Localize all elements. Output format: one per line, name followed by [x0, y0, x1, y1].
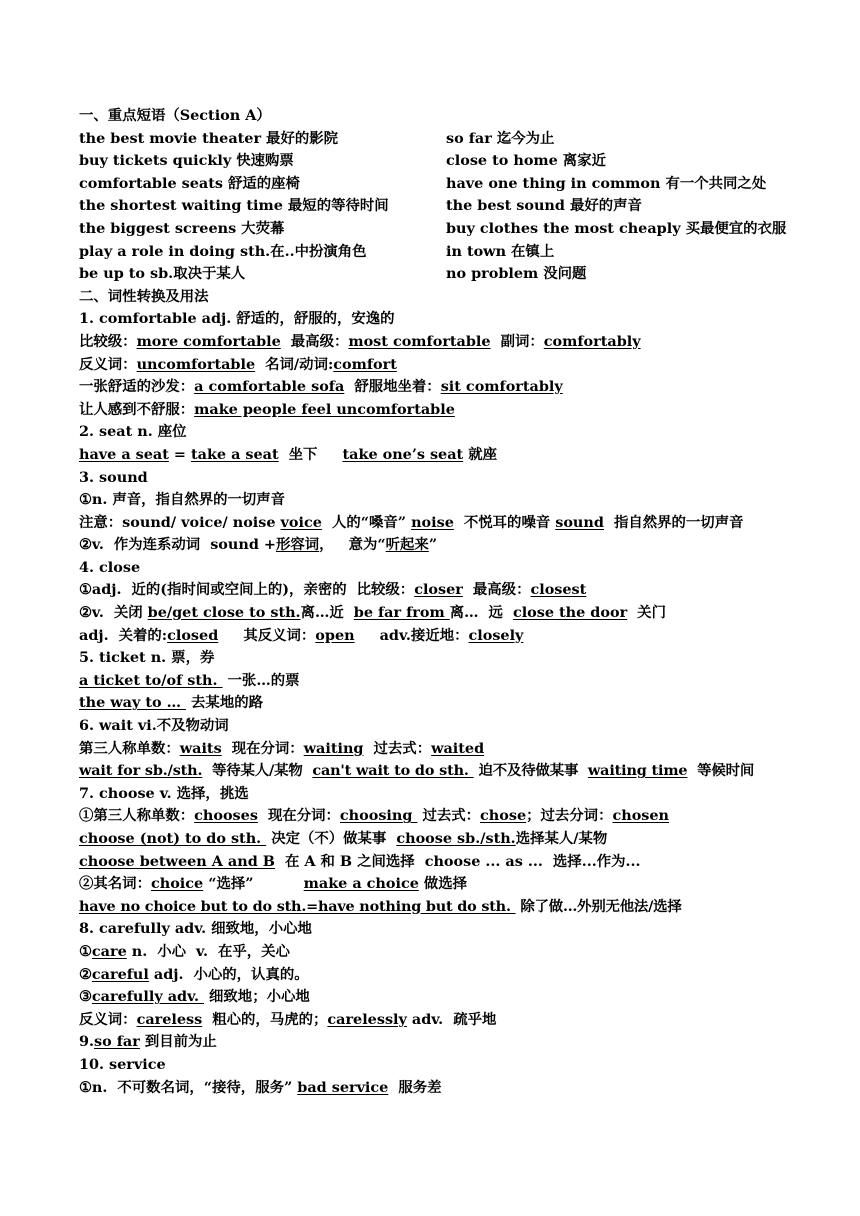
label: 做选择	[418, 875, 468, 893]
label: 迫不及待做某事	[473, 762, 588, 780]
answer: choose sb./sth.	[396, 830, 516, 847]
answer: more comfortable	[136, 332, 281, 350]
label: ， 意为	[319, 536, 378, 554]
phrase-row	[79, 150, 799, 173]
answer: be/get close to sth.	[147, 604, 301, 622]
label: 副词：	[490, 332, 544, 350]
label: adv. 疏乎地	[406, 1010, 497, 1028]
label: ③	[79, 988, 92, 1006]
section-heading-phrases: 一、重点短语（Section A）	[79, 107, 271, 124]
entry-line	[79, 828, 799, 851]
section-heading-word-forms: 二、词性转换及用法	[79, 287, 209, 305]
label: 反义词：	[79, 355, 137, 373]
phrase-row	[79, 173, 799, 196]
answer: choose (not) to do sth.	[79, 830, 267, 847]
label: ②其名词：	[79, 875, 151, 893]
answer: carefully adv.	[91, 988, 205, 1006]
entry-line	[79, 851, 799, 874]
answer: take one’s seat	[342, 445, 464, 463]
label: 第三人称单数：	[79, 739, 180, 757]
label: 决定（不）做某事	[266, 830, 397, 847]
phrase-left: play a role in doing sth.在..中扮演角色	[79, 242, 367, 260]
entry-line	[79, 399, 799, 422]
answer: waited	[431, 739, 485, 757]
entry-line	[79, 579, 799, 602]
entry-title: 5. ticket n. 票，券	[79, 649, 215, 667]
label: ①adj. 近的(指时间或空间上的)，亲密的 比较级：	[79, 581, 415, 599]
label: 粗心的，马虎的；	[202, 1010, 328, 1028]
answer: sit comfortably	[440, 378, 563, 396]
entry-line	[79, 1009, 799, 1032]
answer: sound	[555, 513, 604, 531]
phrase-right: so far 迄今为止	[446, 129, 555, 147]
label: 等候时间	[687, 762, 755, 780]
label: ①第三人称单数：	[79, 807, 195, 825]
answer: most comfortable	[348, 332, 491, 350]
answer: a ticket to/of sth.	[79, 671, 223, 689]
phrase-row	[79, 263, 799, 286]
answer: the way to …	[79, 694, 187, 712]
label: ；过去分词：	[526, 807, 613, 825]
label: 指自然界的一切声音	[603, 513, 744, 531]
entry-line	[79, 805, 799, 828]
entry-title: 1. comfortable adj. 舒适的，舒服的，安逸的	[79, 310, 395, 328]
label: 服务差	[388, 1078, 442, 1096]
phrase-left: the shortest waiting time 最短的等待时间	[79, 197, 389, 215]
answer: choice	[150, 875, 204, 893]
label: 一张舒适的沙发：	[79, 378, 195, 396]
answer: have no choice but to do sth.=have nothing but do sth.	[79, 897, 516, 915]
phrase-left: comfortable seats 舒适的座椅	[79, 174, 300, 192]
answer: waiting	[303, 739, 364, 757]
entry-line	[79, 873, 799, 896]
label: 关门	[627, 604, 666, 622]
label: 其反义词：	[218, 626, 316, 644]
label: 离… 远	[449, 604, 513, 622]
phrase-right: the best sound 最好的声音	[446, 197, 642, 215]
entry-line	[79, 1077, 799, 1100]
answer: bad service	[297, 1078, 389, 1096]
label: 到目前为止	[139, 1033, 217, 1051]
label: =	[168, 445, 191, 463]
entry-line	[79, 738, 799, 761]
label: ①	[79, 942, 92, 960]
answer: open	[315, 626, 355, 644]
label: ”	[428, 536, 438, 554]
answer: closely	[468, 626, 524, 644]
answer: chose	[480, 807, 527, 825]
label: n. 小心 v. 在乎，关心	[126, 942, 290, 960]
label: 让人感到不舒服：	[79, 400, 195, 418]
label: 现在分词：	[257, 807, 340, 825]
answer: comfort	[333, 355, 397, 373]
entry-line	[79, 964, 799, 987]
answer: chooses	[194, 807, 258, 825]
phrase-row	[79, 241, 799, 264]
entry-title: 4. close	[79, 558, 141, 576]
answer: take a seat	[190, 445, 279, 463]
phrase-right: close to home 离家近	[446, 152, 606, 170]
answer: closest	[530, 581, 587, 599]
entry-line	[79, 512, 799, 535]
answer: close the door	[512, 604, 628, 622]
label: 反义词：	[79, 1010, 137, 1028]
answer: wait for sb./sth.	[79, 762, 203, 780]
answer: chosen	[612, 807, 670, 825]
document-page	[79, 105, 799, 1099]
label: 就座	[463, 445, 497, 463]
entry-title: 8. carefully adv. 细致地，小心地	[79, 920, 312, 938]
label: 最高级：	[462, 581, 531, 599]
entry-line: ①n. 声音，指自然界的一切声音	[79, 491, 286, 509]
entry-title: 3. sound	[79, 468, 148, 486]
label: 坐下	[278, 445, 343, 463]
entry-title: 10. service	[79, 1055, 166, 1073]
entry-line	[79, 331, 799, 354]
phrase-right: have one thing in common 有一个共同之处	[446, 174, 767, 192]
label: 最高级：	[280, 332, 349, 350]
label: ①n. 不可数名词，“接待，服务”	[79, 1078, 298, 1096]
entry-line	[79, 602, 799, 625]
label: 现在分词：	[221, 739, 304, 757]
answer: carelessly	[327, 1010, 407, 1028]
entry-line	[79, 376, 799, 399]
answer: careful	[91, 965, 149, 983]
entry-line	[79, 625, 799, 648]
answer: noise	[411, 513, 454, 531]
label: 注意：sound/ voice/ noise	[79, 513, 281, 531]
entry-title: 2. seat n. 座位	[79, 423, 187, 441]
label: 在 A 和 B 之间选择 choose ... as ... 选择...作为...	[274, 852, 641, 870]
label: 细致地；小心地	[204, 988, 310, 1006]
label: adj. 关着的:	[79, 626, 168, 644]
answer: voice	[280, 513, 322, 531]
entry-line	[79, 534, 799, 557]
answer: uncomfortable	[136, 355, 256, 373]
entry-title: 7. choose v. 选择，挑选	[79, 784, 249, 802]
answer: waits	[179, 739, 222, 757]
answer: closer	[414, 581, 463, 599]
answer: careless	[136, 1010, 203, 1028]
entry-title	[79, 1031, 799, 1054]
answer: closed	[167, 626, 219, 644]
answer: choose between A and B	[79, 852, 275, 870]
entry-title: 6. wait vi.不及物动词	[79, 717, 229, 735]
answer: a comfortable sofa	[194, 378, 345, 396]
answer: waiting time	[587, 762, 688, 780]
label: ②	[79, 965, 92, 983]
label: ②v. 作为连系动词 sound +	[79, 536, 276, 554]
label: 9.	[79, 1033, 95, 1051]
label: 人的“嗓音”	[321, 513, 412, 531]
entry-line	[79, 760, 799, 783]
label: “选择”	[203, 875, 304, 893]
label: 舒服地坐着：	[344, 378, 441, 396]
answer: care	[91, 942, 127, 960]
answer: be far from	[353, 604, 450, 622]
phrase-left: the best movie theater 最好的影院	[79, 129, 339, 147]
label: 过去式：	[417, 807, 481, 825]
label: ②v. 关闭	[79, 604, 148, 622]
entry-line	[79, 986, 799, 1009]
answer: 听起来	[385, 536, 429, 554]
label: 去某地的路	[186, 694, 263, 712]
phrase-left: the biggest screens 大荧幕	[79, 219, 285, 237]
answer: make people feel uncomfortable	[194, 400, 455, 418]
phrase-right: in town 在镇上	[446, 242, 555, 260]
answer: make a choice	[303, 875, 419, 893]
label: 名词/动词:	[255, 355, 334, 373]
label: “	[377, 536, 386, 554]
label: 过去式：	[363, 739, 432, 757]
label: 选择某人/某物	[515, 830, 608, 847]
label: 等待某人/某物	[202, 762, 313, 780]
label: 不悦耳的噪音	[453, 513, 556, 531]
answer: 形容词	[275, 536, 320, 554]
phrase-right: buy clothes the most cheaply 买最便宜的衣服	[446, 219, 787, 237]
entry-line	[79, 354, 799, 377]
label: adj. 小心的，认真的。	[148, 965, 309, 983]
label: 离…近	[300, 604, 354, 622]
answer: so far	[94, 1033, 140, 1051]
phrase-right: no problem 没问题	[446, 265, 587, 283]
entry-line	[79, 444, 799, 467]
answer: have a seat	[79, 445, 169, 463]
entry-line	[79, 941, 799, 964]
answer: can't wait to do sth.	[312, 762, 474, 780]
answer: choosing	[339, 807, 418, 825]
phrase-row	[79, 128, 799, 151]
entry-line	[79, 896, 799, 919]
phrase-left: buy tickets quickly 快速购票	[79, 152, 294, 170]
phrase-left: be up to sb.取决于某人	[79, 265, 246, 283]
label: adv.接近地：	[354, 626, 469, 644]
phrase-row	[79, 218, 799, 241]
label: 一张…的票	[222, 671, 300, 689]
answer: comfortably	[543, 332, 641, 350]
label: 比较级：	[79, 332, 137, 350]
entry-line	[79, 692, 799, 715]
entry-line	[79, 670, 799, 693]
phrase-row	[79, 195, 799, 218]
label: 除了做…外别无他法/选择	[515, 897, 682, 915]
